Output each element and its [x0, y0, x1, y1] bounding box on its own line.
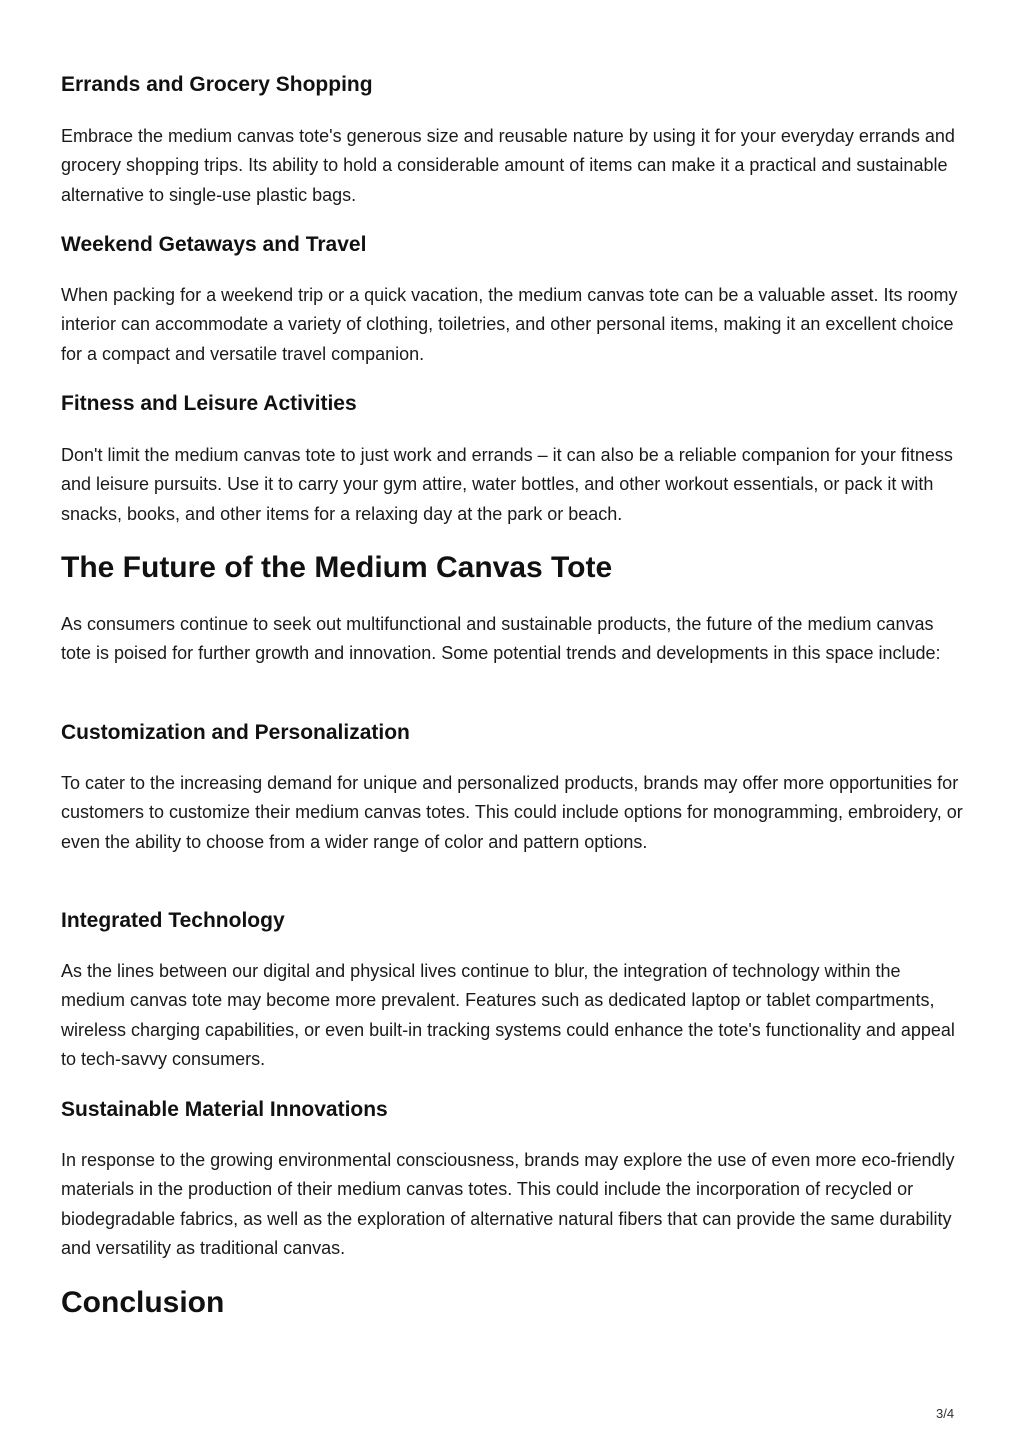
section-title: The Future of the Medium Canvas Tote [61, 551, 613, 584]
section-travel [61, 232, 966, 258]
paragraph: When packing for a weekend trip or a quick vacation, the medium canvas tote can be a valuable asset. Its roomy interior can accommodate a variety of clothing, toiletries, and other personal items, making it an excellent choice for a compact and versatile travel companion. [61, 285, 958, 364]
conclusion-section [61, 1285, 966, 1321]
subsection-materials [61, 1097, 966, 1123]
section-errands-body [61, 122, 966, 210]
subsection-technology-body [61, 957, 966, 1074]
subsection-customization [61, 720, 966, 746]
section-errands [61, 72, 966, 98]
section-travel-body [61, 281, 966, 369]
page-number: 3/4 [936, 1406, 955, 1421]
subsection-materials-body [61, 1146, 966, 1263]
section-heading: Errands and Grocery Shopping [61, 73, 373, 96]
paragraph: To cater to the increasing demand for unique and personalized products, brands may offer more opportunities for customers to customize their medium canvas totes. This could include options for monogramming, embroidery, or even the ability to choose from a wider range of color and pattern options. [61, 773, 963, 852]
paragraph: As consumers continue to seek out multifunctional and sustainable products, the future of the medium canvas tote is poised for further growth and innovation. Some potential trends and developments in this space include: [61, 614, 941, 664]
section-heading: Customization and Personalization [61, 721, 410, 744]
section-fitness-body [61, 441, 966, 529]
section-title: Conclusion [61, 1286, 225, 1319]
section-fitness [61, 391, 966, 417]
future-section [61, 550, 966, 586]
future-intro [61, 610, 966, 669]
section-heading: Sustainable Material Innovations [61, 1098, 388, 1121]
subsection-customization-body [61, 769, 966, 857]
paragraph: Don't limit the medium canvas tote to just work and errands – it can also be a reliable companion for your fitness and leisure pursuits. Use it to carry your gym attire, water bottles, and other workout essentials, or pack it with snacks, books, and other items for a relaxing day at the park or beach. [61, 445, 953, 524]
section-heading: Fitness and Leisure Activities [61, 392, 357, 415]
paragraph: In response to the growing environmental consciousness, brands may explore the use of even more eco-friendly materials in the production of their medium canvas totes. This could include the incorporation of recycled or biodegradable fabrics, as well as the exploration of alternative natural fibers that can provide the same durability and versatility as traditional canvas. [61, 1150, 955, 1258]
section-heading: Weekend Getaways and Travel [61, 233, 367, 256]
subsection-technology [61, 908, 966, 934]
paragraph: Embrace the medium canvas tote's generous size and reusable nature by using it for your everyday errands and grocery shopping trips. Its ability to hold a considerable amount of items can make it a practical and sustainable alternative to single-use plastic bags. [61, 126, 955, 205]
section-heading: Integrated Technology [61, 909, 285, 932]
paragraph: As the lines between our digital and physical lives continue to blur, the integration of technology within the medium canvas tote may become more prevalent. Features such as dedicated laptop or tablet compartments, wireless charging capabilities, or even built-in tracking systems could enhance the tote's functionality and appeal to tech-savvy consumers. [61, 961, 955, 1069]
